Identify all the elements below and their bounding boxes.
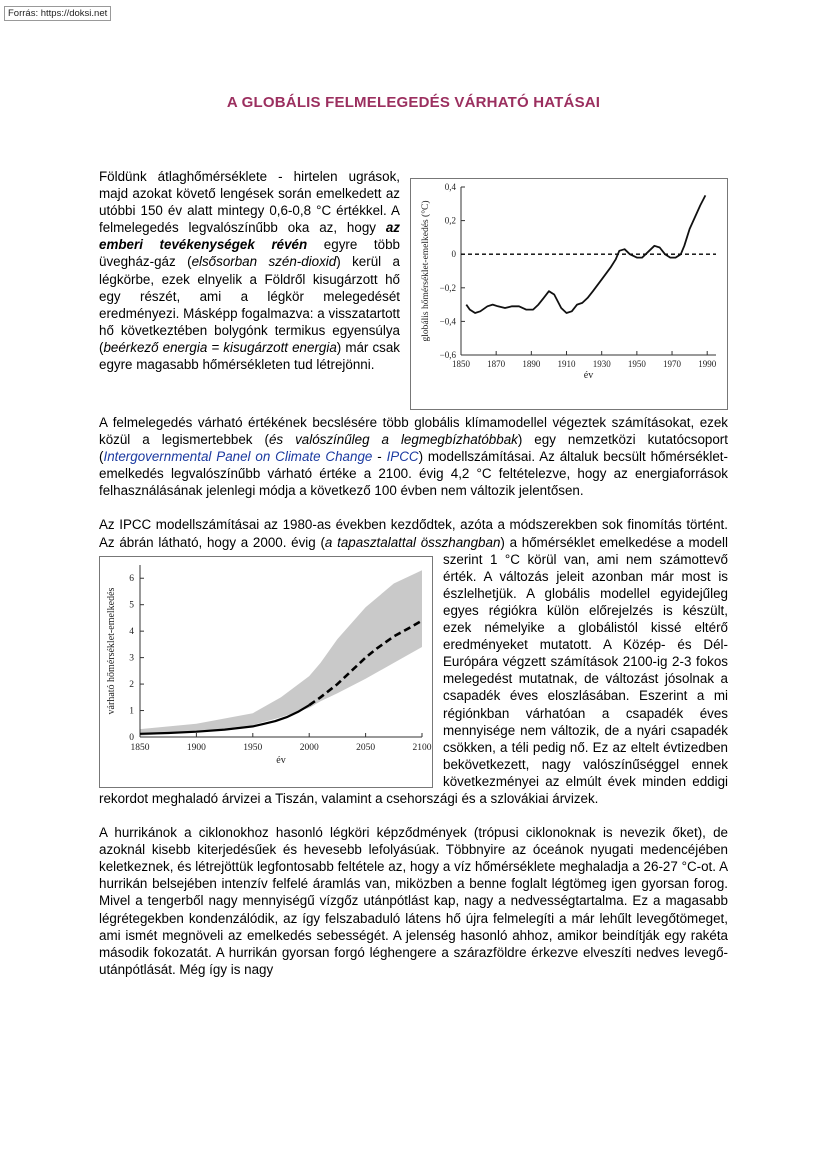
x-tick-label: 1990 — [698, 359, 717, 369]
p1-text-1: Földünk átlaghőmérséklete - hirtelen ugrások, majd azokat követő lengések során emelkedett az utóbbi 150 év alatt mintegy 0,6-0,8 °C értékkel. A felmelegedés legvalószínűbb oka az, hogy — [99, 169, 400, 236]
y-tick-label: 3 — [129, 653, 134, 664]
y-axis-label: várható hőmérséklet-emelkedés — [106, 587, 117, 715]
p1-italic-1: elsősorban szén-dioxid — [191, 254, 337, 270]
source-label: Forrás: https://doksi.net — [4, 6, 111, 21]
x-tick-label: 1850 — [452, 359, 470, 369]
x-axis-label: év — [276, 754, 286, 766]
y-tick-label: 0,4 — [444, 182, 456, 192]
y-tick-label: 0,2 — [444, 215, 456, 226]
ipcc-full-name-link[interactable]: Intergovernmental Panel on Climate Change — [103, 449, 373, 465]
p2-text-4: ) modellszámításai. Az általuk becsült hőmérséklet- emelkedés legvalószínűbb várható értéke a 2100. évig 4,2 °C feltételezve, hogy az energiaforrások felhasználásának jelenlegi módja a következő 100 évben nem változik jelentősen. — [99, 449, 728, 499]
p2-text-3: - — [372, 449, 387, 465]
y-axis-label: globális hőmérséklet-emelkedés (°C) — [421, 200, 431, 342]
series-line-observed — [466, 195, 705, 313]
chart-temperature-history — [411, 179, 727, 409]
x-tick-label: 2050 — [356, 742, 376, 753]
p1-emphasis: az emberi tevékenységek révén — [99, 220, 400, 253]
p1-italic-2: beérkező energia = kisugárzott energia — [103, 339, 337, 355]
p2-text-1: A felmelegedés várható értékének becslésére több globális klímamodellel végeztek számításokat, ezek közül a legismertebbek ( — [99, 415, 728, 448]
y-tick-label: 2 — [129, 679, 134, 690]
y-tick-label: 1 — [129, 706, 134, 717]
x-tick-label: 1900 — [186, 742, 206, 753]
y-tick-label: 5 — [129, 600, 134, 611]
x-tick-label: 1950 — [627, 359, 646, 369]
paragraph-4: A hurrikánok a ciklonokhoz hasonló légköri képződmények (trópusi ciklonoknak is nevezik őket), de azoknál kisebb kiterjedésűek és hevesebb lefolyásúak. Többnyire az óceánok nyugati medencéjében keletkeznek, és létrejöttük legfontosabb feltétele az, hogy a víz hőmérséklete meghaladja a 26-27 °C-ot. A hurrikán belsejében intenzív felfelé áramlás van, miközben a benne foglalt légtömeg igen gyorsan forog. Mivel a tengerből nagy mennyiségű vízgőz utánpótlást kap, nagy a nedvességtartalma. Ez a magasabb légrétegekben kondenzálódik, az így felszabaduló látens hő újra felmelegíti a már lehűlt levegőtömeget, ami ismét megnöveli az emelkedés sebességét. A jelenség hasonló ahhoz, amikor beindítják egy rakéta második fokozatát. A hurrikán gyorsan forgó léghengere a szárazföldre érkezve elveszíti nedves levegő- utánpótlását. Még így is nagy — [99, 825, 728, 977]
paragraph-2 — [99, 414, 728, 499]
figure-2 — [99, 556, 433, 788]
x-tick-label: 1910 — [557, 359, 576, 369]
y-tick-label: 4 — [129, 626, 134, 637]
y-tick-label: 6 — [129, 573, 134, 584]
x-axis-label: év — [583, 370, 594, 381]
y-tick-label: −0,6 — [439, 350, 456, 360]
x-tick-label: 1950 — [243, 742, 263, 753]
x-tick-label: 2100 — [412, 742, 432, 753]
figure-1 — [410, 178, 728, 410]
chart-temperature-projection — [100, 557, 432, 787]
p1-text-4: ) már csak egyre magasabb hőmérsékleten tud létrejönni. — [99, 339, 400, 373]
document-body — [99, 168, 728, 995]
y-tick-label: 0 — [451, 249, 456, 260]
p1-text-3: ) kerül a légkörbe, ezek elnyelik a Földről kisugárzott hő egy részét, ami a légkör melegedését eredményezi. Másképp fogalmazva: a visszatartott hő következtében bolygónk termikus egyensúlya ( — [99, 254, 401, 355]
x-tick-label: 1870 — [487, 359, 506, 369]
x-tick-label: 1930 — [592, 359, 611, 369]
x-tick-label: 2000 — [299, 742, 319, 753]
p3-text-2: ) a hőmérséklet emelkedése a modell szerint 1 °C körül van, ami nem számottevő érték. A változás jeleit azonban már most is észlelhetjük. A globális modellel egyidejűleg egyes régiókra külön előrejelzés is készült, ezek némelyike a globálistól kissé eltérő eredményeket mutatott. A Közép- és Dél-Európára végzett számítások 2100-ig 2-3 fokos melegedést mutatnak, de változást jósolnak a csapadék éves eloszlásában. Eszerint a mi régiónkban várhatóan a csapadék éves mennyisége nem változik, de a nyári csapadék csökken, a téli pedig nő. Ez az eltelt évtizedben bekövetkezett, nagy valószínűséggel ennek következményei az elmúlt évek minden eddigi rekordot meghaladó árvizei a Tiszán, valamint a csehországi és a szlovákiai árvizek. — [99, 534, 728, 806]
paragraph-1 — [99, 168, 728, 381]
y-tick-label: 0 — [129, 732, 134, 743]
page-title: A GLOBÁLIS FELMELEGEDÉS VÁRHATÓ HATÁSAI — [226, 94, 601, 111]
ipcc-link[interactable]: IPCC — [386, 449, 419, 465]
p1-text-2: egyre több üvegház-gáz ( — [99, 237, 400, 270]
y-tick-label: −0,4 — [439, 316, 456, 327]
p3-italic-1: a tapasztalattal összhangban — [324, 534, 501, 550]
x-tick-label: 1850 — [130, 742, 150, 753]
p2-italic-1: és valószínűleg a legmegbízhatóbbak — [268, 432, 518, 448]
x-tick-label: 1970 — [663, 359, 682, 369]
paragraph-3 — [99, 516, 728, 807]
y-tick-label: −0,2 — [439, 282, 456, 293]
p3-text-1: Az IPCC modellszámításai az 1980-as években kezdődtek, azóta a módszerekben sok finomítás történt. Az ábrán látható, hogy a 2000. évig ( — [99, 517, 728, 550]
x-tick-label: 1890 — [522, 359, 541, 369]
uncertainty-band — [140, 570, 422, 735]
p2-text-2: ) egy nemzetközi kutatócsoport ( — [99, 432, 728, 465]
